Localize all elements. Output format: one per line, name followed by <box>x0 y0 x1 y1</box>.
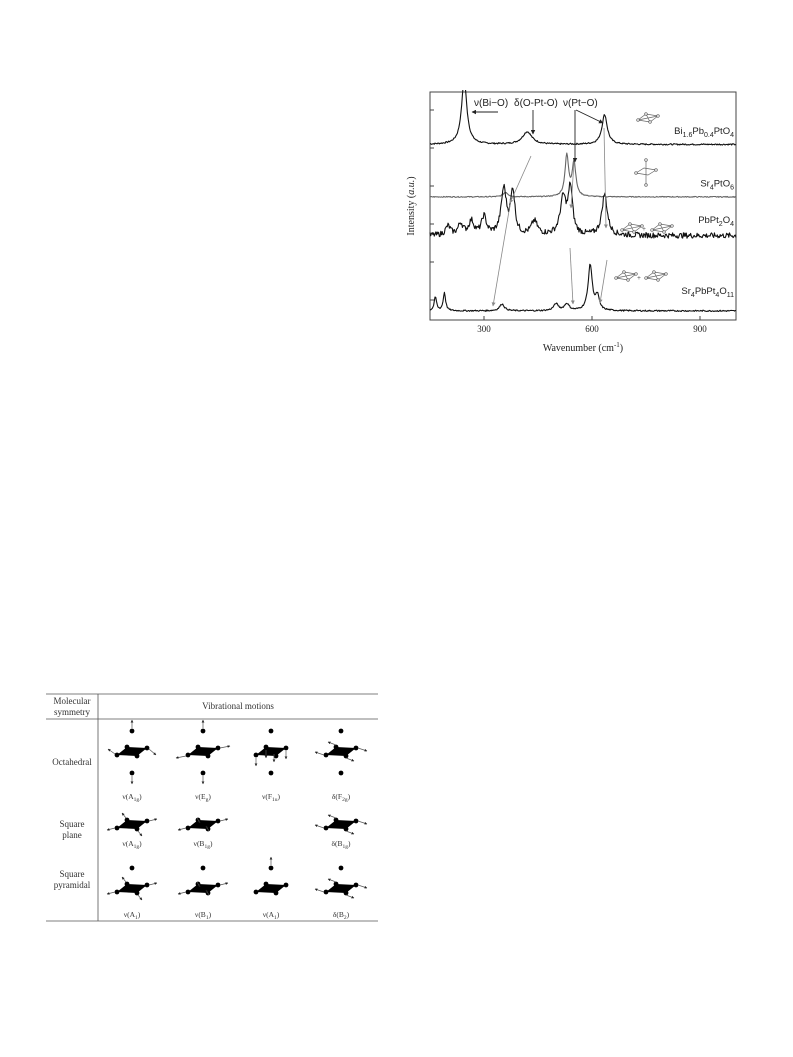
mode-label: $\nu(E_g)$ <box>195 792 211 803</box>
annotation-delta-o-pt-o: δ(O-Pt-O) <box>514 98 558 109</box>
square-pyramidal-a1-drawing <box>107 866 157 900</box>
row-label-square: Square <box>59 819 85 829</box>
svg-text:+: + <box>642 225 646 233</box>
annotation-nu-bi-o: ν(Bi−O) <box>474 98 509 109</box>
spectrum-3 <box>430 182 736 238</box>
raman-spectra-figure <box>400 90 745 360</box>
square-pyramidal-b2-drawing <box>315 866 367 898</box>
peak-guides <box>493 128 607 306</box>
x-axis-ticks <box>477 316 707 334</box>
y-ticks <box>430 110 434 300</box>
mode-labels <box>122 792 351 921</box>
arrow-pt-o-right <box>576 110 603 123</box>
header-molecular: Molecular <box>53 696 91 706</box>
spectrum-labels <box>674 126 734 299</box>
inset-square-plane <box>637 113 660 124</box>
square-plane-a1g-drawing <box>107 813 157 836</box>
mode-label: $\delta(F_{2g})$ <box>331 792 351 803</box>
y-axis-label: Intensity (a.u.) <box>406 176 417 236</box>
mode-label: $\delta(B_2)$ <box>332 910 350 921</box>
mode-label: $\delta(B_{1g})$ <box>331 839 351 850</box>
mode-label: $\nu(A_{1g})$ <box>122 839 142 850</box>
square-plane-delta-b1g-drawing <box>315 815 367 834</box>
octahedral-a1g-drawing <box>108 720 156 784</box>
x-axis-label: Wavenumber $(cm^{-1})$ <box>542 341 624 354</box>
spectrum-label-4: $Sr_4PbPt_4O_{11}$ <box>681 285 734 299</box>
header-vibrational-motions: Vibrational motions <box>202 701 274 711</box>
octahedral-f2g-drawing <box>315 729 367 776</box>
x-tick-label: 600 <box>585 324 599 334</box>
mode-label: $\nu(A_1)$ <box>262 910 280 921</box>
inset-octahedron <box>635 159 658 187</box>
spectrum-2 <box>430 153 736 197</box>
square-plane-b1g-drawing <box>178 818 228 832</box>
spectrum-label-1: $Bi_{1.6}Pb_{0.4}PtO_4$ <box>674 126 734 140</box>
octahedral-eg-drawing <box>176 720 230 784</box>
spectrum-label-3: $PbPt_2O_4$ <box>698 215 734 229</box>
svg-text:+: + <box>637 274 641 282</box>
row-label-pyramidal: pyramidal <box>53 880 91 890</box>
mode-label: $\nu(A_1)$ <box>123 910 141 921</box>
spectra-group <box>430 90 736 311</box>
mode-label: $\nu(B_1)$ <box>194 910 212 921</box>
octahedral-f1u-drawing <box>254 729 289 776</box>
header-symmetry: symmetry <box>54 707 90 717</box>
square-pyramidal-b1-drawing <box>178 866 228 896</box>
row-label-plane: plane <box>62 830 82 840</box>
x-tick-label: 300 <box>477 324 491 334</box>
annotation-nu-pt-o: ν(Pt−O) <box>563 98 598 109</box>
x-tick-label: 900 <box>693 324 707 334</box>
mode-label: $\nu(A_{1g})$ <box>122 792 142 803</box>
mode-label: $\nu(B_{1g})$ <box>193 839 213 850</box>
inset-sr4pbpt4o11 <box>615 271 668 282</box>
row-label-square-2: Square <box>59 869 85 879</box>
vibrational-motions-table <box>46 693 378 922</box>
mode-label: $\nu(F_{1u})$ <box>261 792 281 803</box>
row-label-octahedral: Octahedral <box>52 757 92 767</box>
spectrum-label-2: $Sr_4PtO_6$ <box>700 178 734 192</box>
square-pyramidal-a1-axial-drawing <box>254 857 289 895</box>
